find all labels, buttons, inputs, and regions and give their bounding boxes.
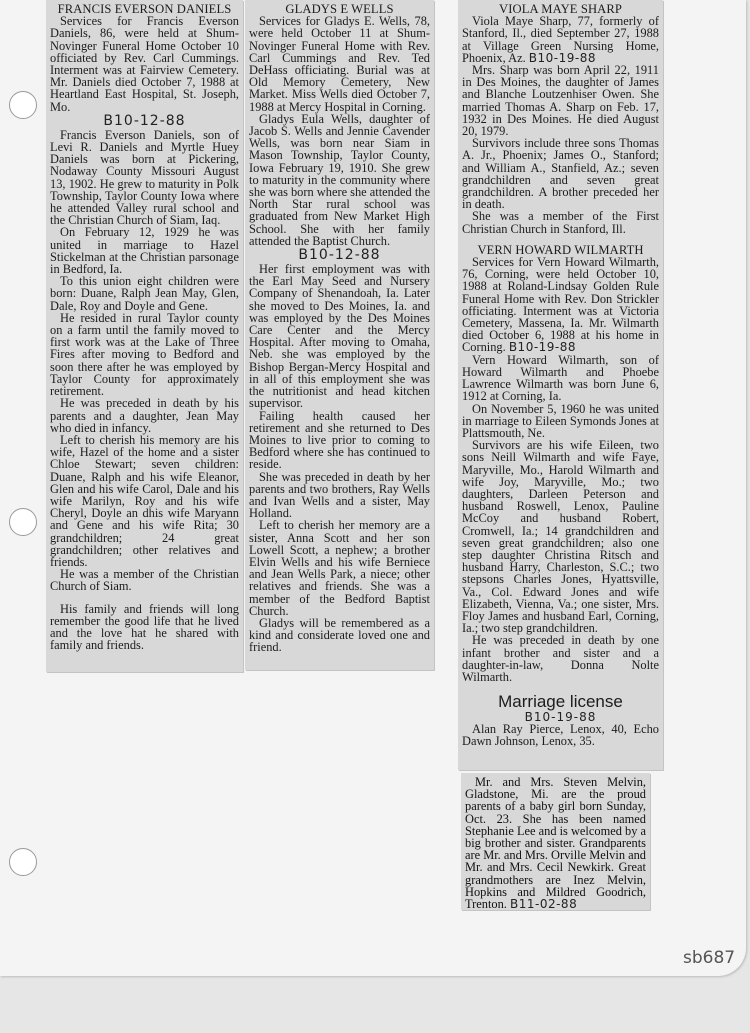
paragraph: Left to cherish his memory are his wife, Hazel of the home and a sister Chloe Stewart; seven children: Duane, Ralph and his wife Eleanor, Glen and his wife Carol, Dale and his wife Marilyn, Roy and his wife Cheryl, Doyle an dhis wife Maryann and Gene and his wife Rita; 30 grandchildren; 24 great grandchildren; other relatives and friends.	[50, 432, 239, 569]
paragraph: Her first employment was with the Earl May Seed and Nursery Company of Shenandoah, Ia. Later she moved to Des Moines, Ia. and was employed by the Des Moines Care Center and the Mercy Hospital. After moving to Omaha, Neb. she was employed by the Bishop Bergan-Mercy Hospital and in all of this employment she was the nutritionist and head kitchen supervisor.	[249, 262, 430, 411]
paragraph: She was a member of the First Christian Church in Stanford, Ill.	[462, 209, 659, 236]
paragraph: Failing health caused her retirement and she returned to Des Moines to live prior to coming to Bedford where she has continued to reside.	[249, 408, 430, 472]
punch-hole	[9, 848, 37, 876]
paragraph: Gladys will be remembered as a kind and considerate loved one and friend.	[249, 615, 430, 655]
clipping-wells-obituary	[245, 0, 434, 670]
paragraph: Survivors include three sons Thomas A. Jr., Phoenix; James O., Stanford; and William A., Stanfield, Az.; seven grandchildren and seven great grandchildren. A brother preceded her in death.	[462, 136, 659, 212]
paragraph: He resided in rural Taylor county on a farm until the family moved to first work was at the Lake of Three Fires after moving to Bedford and soon there after he was employed by Taylor County for approximately retirement.	[50, 310, 239, 399]
paragraph	[465, 776, 646, 910]
paragraph: To this union eight children were born: Duane, Ralph Jean May, Glen, Dale, Roy and Doyle and Gene.	[50, 274, 239, 313]
paragraph: Services for Francis Everson Daniels, 86, were held at Shum-Novinger Funeral Home October 10 officiated by Rev. Carl Cummings. Interment was at Fairview Cemetery. Mr. Daniels died October 7, 1988 at Heartland East Hospital, St. Joseph, Mo.	[50, 14, 239, 114]
obituary-title: GLADYS E WELLS	[285, 2, 394, 16]
clipping-birth-announcement	[461, 773, 650, 910]
paragraph: He was a member of the Christian Church of Siam.	[50, 567, 239, 594]
paragraph-text: Mr. and Mrs. Steven Melvin, Gladstone, Mi. are the proud parents of a baby girl born Sunday, Oct. 23. She has been named Stephanie Lee and is welcomed by a big brother and sister. Grandparents are Mr. and Mrs. Orville Melvin and Mr. and Mrs. Cecil Newkirk. Great grandmothers are Inez Melvin, Hopkins and Mildred Goodrich, Trenton.	[465, 775, 647, 912]
handwritten-date: B10-12-88	[298, 247, 381, 264]
paragraph: His family and friends will long remember the good life that he lived and the love hat he shared with family and friends.	[50, 601, 239, 653]
paragraph: He was preceded in death by one infant brother and sister and a daughter-in-law, Donna Nolte Wilmarth.	[462, 633, 659, 684]
obituary-title: FRANCIS EVERSON DANIELS	[57, 2, 232, 16]
paragraph: Left to cherish her memory are a sister, Anna Scott and her son Lowell Scott, a nephew; a brother Elvin Wells and his wife Berniece and Jean Wells Park, a niece; other relatives and friends. She was a member of the Bedford Baptist Church.	[249, 518, 430, 618]
marriage-license-heading: Marriage license	[498, 692, 623, 712]
handwritten-date: B10-19-88	[524, 710, 597, 725]
paragraph-text: Viola Maye Sharp, 77, formerly of Stanford, Il., died September 27, 1988 at Village Green Nursing Home, Phoenix, Az.	[462, 14, 659, 65]
paragraph: Survivors are his wife Eileen, two sons Neill Wilmarth and wife Faye, Maryville, Mo., Harold Wilmarth and wife Joy, Maryville, Mo.; two daughters, Darleen Peterson and husband Roswell, Lenox, Pauline McCoy and husband Robert, Cromwell, Ia.; 14 grandchildren and seven great grandchildren; also one step daughter Christina Ritsch and husband Harry, Charleston, S.C.; two stepsons Charles Jones, Hyattsville, Va., Col. Edward Jones and wife Elizabeth, Vienna, Va.; one sister, Mrs. Floy James and husband Earl, Corning, Ia.; two step grandchildren.	[462, 438, 659, 636]
paragraph	[462, 15, 659, 64]
paragraph: Gladys Eula Wells, daughter of Jacob S. Wells and Jennie Cavender Wells, was born near Siam in Mason Township, Taylor County, Iowa February 19, 1910. She grew to maturity in the community where she was born where she attended the North Star rural school was graduated from New Market High School. She with her family attended the Baptist Church.	[249, 111, 430, 248]
paragraph-text: Services for Vern Howard Wilmarth, 76, Corning, were held October 10, 1988 at Roland-Lindsay Golden Rule Funeral Home with Rev. Don Strickler officiating. Interment was at Victoria Cemetery, Massena, Ia. Mr. Wilmarth died October 6, 1988 at his home in Corning.	[462, 255, 659, 355]
punch-hole	[9, 508, 37, 536]
clipping-sharp-wilmarth-marriage	[458, 0, 663, 770]
paragraph: On February 12, 1929 he was united in marriage to Hazel Stickelman at the Christian parsonage in Bedford, Ia.	[50, 225, 239, 277]
handwritten-date: B10-19-88	[508, 340, 577, 355]
handwritten-date: B11-02-88	[510, 897, 578, 912]
marriage-license-text: Alan Ray Pierce, Lenox, 40, Echo Dawn Johnson, Lenox, 35.	[462, 722, 659, 749]
paragraph: She was preceded in death by her parents and two brothers, Ray Wells and Ivan Wells and a sister, May Holland.	[249, 469, 430, 521]
obituary-title: VERN HOWARD WILMARTH	[477, 242, 644, 257]
obituary-title: VIOLA MAYE SHARP	[499, 2, 622, 16]
paragraph: Services for Gladys E. Wells, 78, were held October 11 at Shum-Novinger Funeral Home with Rev. Carl Cummings and Rev. Ted DeHass officiating. Burial was at Old Memory Cemetery, New Market. Miss Wells died October 7, 1988 at Mercy Hospital in Corning.	[249, 14, 430, 114]
punch-hole	[9, 91, 37, 119]
paragraph	[462, 256, 659, 354]
handwritten-date: B10-12-88	[103, 112, 186, 129]
paragraph: On November 5, 1960 he was united in marriage to Eileen Symonds Jones at Plattsmouth, Ne.	[462, 401, 659, 440]
paragraph: He was preceded in death by his parents and a daughter, Jean May who died in infancy.	[50, 396, 239, 435]
paragraph: Francis Everson Daniels, son of Levi R. Daniels and Myrtle Huey Daniels was born at Pickering, Nodaway County Missouri August 13, 1902. He grew to maturity in Polk Township, Taylor County Iowa where he attended Valley rural school and the Christian Church of Siam, Iaq.	[50, 127, 239, 228]
clipping-daniels-obituary	[46, 0, 243, 672]
paragraph: Mrs. Sharp was born April 22, 1911 in Des Moines, the daughter of James and Blanche Loutzenhiser Owen. She married Thomas A. Sharp on Feb. 17, 1932 in Des Moines. He died August 20, 1979.	[462, 63, 659, 139]
handwritten-date: B10-19-88	[528, 50, 596, 65]
paragraph: Vern Howard Wilmarth, son of Howard Wilmarth and Phoebe Lawrence Wilmarth was born June 6, 1912 at Corning, Ia.	[462, 352, 659, 404]
page-label: sb687	[683, 948, 736, 968]
